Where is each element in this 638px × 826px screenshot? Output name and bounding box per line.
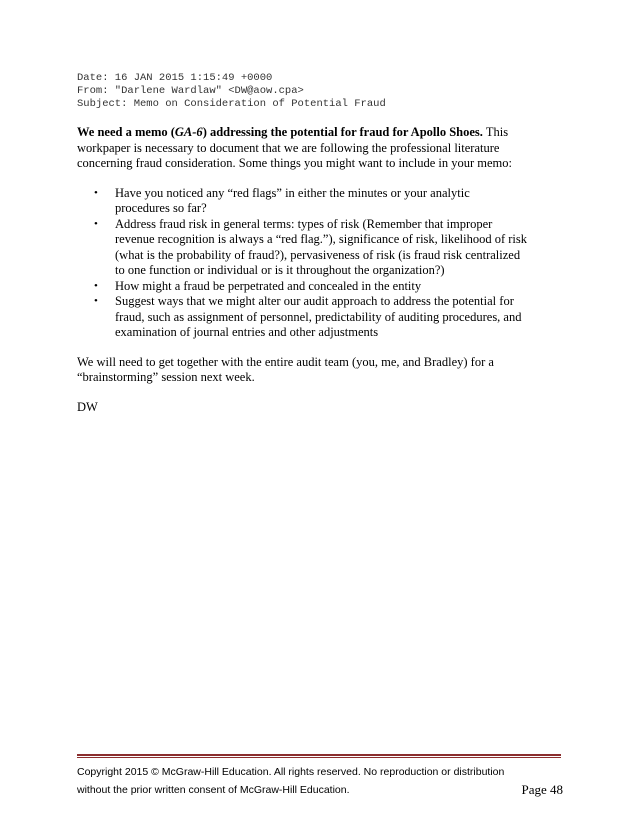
intro-paragraph xyxy=(77,125,567,172)
bullet-dot-icon: • xyxy=(94,186,98,199)
bullet-dot-icon: • xyxy=(94,295,98,307)
bullet-line: Suggest ways that we might alter our audit approach to address the potential for xyxy=(115,294,514,308)
signature: DW xyxy=(77,399,98,414)
closing-line-1: We will need to get together with the entire audit team (you, me, and Bradley) for a xyxy=(77,354,494,369)
intro-bold-lead: We need a memo ( xyxy=(77,125,175,139)
bullet-line: procedures so far? xyxy=(115,201,207,215)
intro-line-1 xyxy=(77,125,567,141)
bullet-line: How might a fraud be perpetrated and concealed in the entity xyxy=(115,278,422,293)
bullet-item xyxy=(77,294,567,341)
email-subject: Subject: Memo on Consideration of Potential Fraud xyxy=(77,98,386,110)
intro-line-1-rest: This xyxy=(482,125,509,139)
workpaper-reference: GA-6 xyxy=(174,125,203,139)
page-footer xyxy=(77,763,567,799)
intro-line-3: concerning fraud consideration. Some things you might want to include in your memo: xyxy=(77,156,512,170)
bullet-line: to one function or individual or is it throughout the organization?) xyxy=(115,263,445,277)
bullet-line: Address fraud risk in general terms: types of risk (Remember that improper xyxy=(115,216,493,231)
footer-rule-thin xyxy=(77,757,561,758)
intro-line-2: workpaper is necessary to document that we are following the professional literature xyxy=(77,140,500,155)
copyright-line-2: without the prior written consent of McGraw-Hill Education. xyxy=(77,784,350,796)
bullet-line: revenue recognition is always a “red flag.”), significance of risk, likelihood of risk xyxy=(115,232,528,246)
email-header xyxy=(77,72,386,111)
email-date: Date: 16 JAN 2015 1:15:49 +0000 xyxy=(77,72,273,84)
copyright-line-1: Copyright 2015 © McGraw-Hill Education. All rights reserved. No reproduction or distribution xyxy=(77,766,505,778)
email-from: From: "Darlene Wardlaw" <DW@aow.cpa> xyxy=(77,85,304,97)
bullet-dot-icon: • xyxy=(94,279,98,292)
bullet-line: Have you noticed any “red flags” in either the minutes or your analytic xyxy=(115,185,470,200)
bullet-item xyxy=(77,186,567,217)
bullet-line: examination of journal entries and other adjustments xyxy=(115,325,379,339)
bullet-dot-icon: • xyxy=(94,217,98,230)
memo-body xyxy=(77,125,567,415)
closing-line-2: “brainstorming” session next week. xyxy=(77,370,255,384)
closing-paragraph xyxy=(77,355,567,386)
bullet-list xyxy=(77,186,567,341)
bullet-line: (what is the probability of fraud?), pervasiveness of risk (is fraud risk centralized xyxy=(115,247,521,262)
bullet-item xyxy=(77,279,567,295)
footer-rule-thick xyxy=(77,754,561,756)
page-number: Page 48 xyxy=(521,782,563,797)
intro-bold-tail: ) addressing the potential for fraud for Apollo Shoes. xyxy=(202,125,483,139)
bullet-line: fraud, such as assignment of personnel, predictability of auditing procedures, and xyxy=(115,309,522,324)
bullet-item xyxy=(77,217,567,279)
